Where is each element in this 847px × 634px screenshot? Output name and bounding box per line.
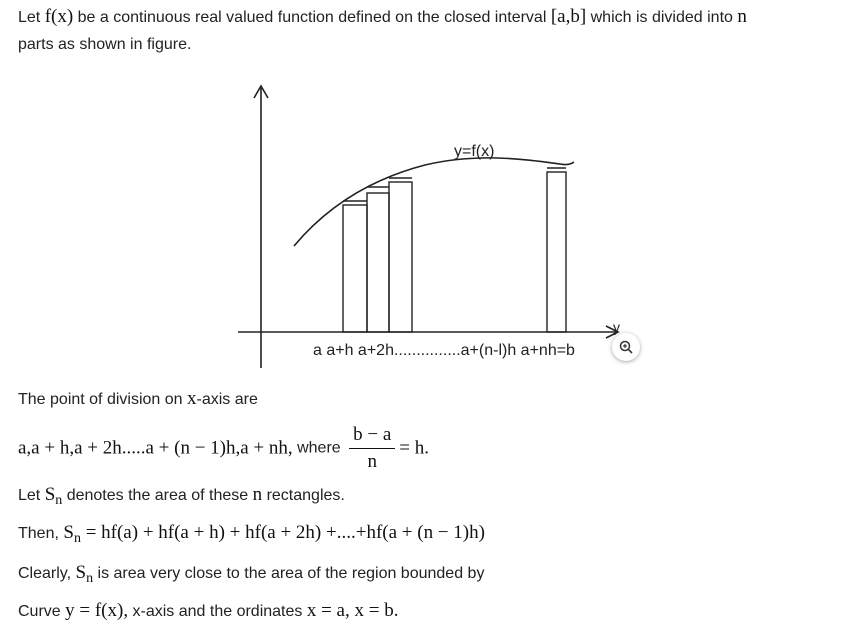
curve-y-fx — [294, 158, 574, 246]
intro-text: parts as shown in figure. — [18, 36, 192, 53]
curve-label: y=f(x) — [454, 143, 495, 160]
let-sn-line — [18, 484, 345, 509]
intro-text: which is divided into — [586, 9, 738, 26]
intro-text: Let — [18, 9, 45, 26]
then-sn-line — [18, 522, 485, 547]
math-S: S — [75, 562, 87, 583]
math-sub-n: n — [55, 493, 63, 509]
math-equals-h: = h. — [399, 437, 429, 459]
text: The point of division on — [18, 391, 187, 408]
curve-line — [18, 600, 398, 622]
text: -axis are — [196, 391, 258, 408]
math-sub-n: n — [73, 531, 81, 547]
math-sequence: a,a + h,a + 2h.....a + (n − 1)h,a + nh, — [18, 437, 293, 459]
text: denotes the area of these — [62, 487, 253, 504]
division-points-label: a a+h a+2h...............a+(n-l)h a+nh=b — [313, 342, 575, 359]
math-sub-n: n — [86, 571, 94, 587]
zoom-button[interactable] — [612, 333, 640, 361]
math-curve-eq: y = f(x), — [65, 600, 129, 621]
math-n: n — [737, 6, 747, 27]
fraction-denominator: n — [367, 451, 377, 472]
division-sequence-line — [18, 424, 429, 474]
rectangle-n — [547, 172, 566, 332]
intro-text: be a continuous real valued function defined on the closed interval — [73, 9, 551, 26]
intro-line-2 — [18, 36, 191, 54]
math-x: x — [187, 388, 197, 409]
math-n: n — [252, 484, 263, 505]
fraction-numerator: b − a — [349, 424, 395, 449]
intro-line-1 — [18, 6, 847, 28]
text: rectangles. — [262, 487, 345, 504]
math-fx: f(x) — [44, 6, 74, 27]
text: Clearly, — [18, 565, 76, 582]
zoom-in-icon — [619, 340, 633, 354]
text: x-axis and the ordinates — [128, 603, 307, 620]
riemann-sum-figure — [230, 78, 650, 370]
clearly-line — [18, 562, 484, 587]
rectangle-2 — [367, 193, 389, 332]
text: Curve — [18, 603, 66, 620]
rectangle-3 — [389, 182, 412, 332]
division-points-line — [18, 388, 258, 410]
math-sum-expression: = hf(a) + hf(a + h) + hf(a + 2h) +....+hf(a + (n − 1)h) — [80, 522, 485, 543]
text: Let — [18, 487, 45, 504]
text-where: where — [292, 439, 346, 457]
math-ordinates: x = a, x = b. — [306, 600, 399, 621]
math-S: S — [63, 522, 74, 543]
x-axis-label: y — [613, 319, 620, 335]
math-S: S — [44, 484, 56, 505]
math-interval: [a,b] — [550, 6, 587, 27]
fraction-h — [349, 424, 395, 473]
rectangle-1 — [343, 205, 367, 332]
text: Then, — [18, 525, 64, 542]
text: is area very close to the area of the region bounded by — [93, 565, 485, 582]
